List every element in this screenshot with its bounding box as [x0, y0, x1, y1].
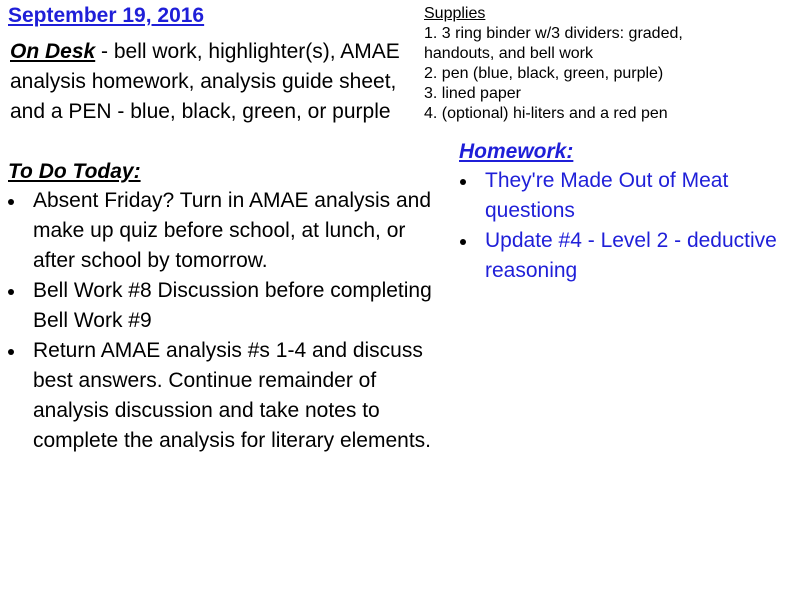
- list-item: [8, 186, 433, 276]
- supply-item: 2. pen (blue, black, green, purple): [424, 65, 664, 82]
- on-desk-section: [10, 37, 405, 127]
- todo-list: [8, 186, 433, 456]
- homework-list: [460, 166, 780, 286]
- on-desk-label: On Desk: [10, 40, 96, 63]
- homework-title: Homework:: [459, 140, 574, 163]
- supply-item: 4. (optional) hi-liters and a red pen: [424, 105, 668, 122]
- bullet-icon: [460, 179, 466, 185]
- todo-item-text: Return AMAE analysis #s 1-4 and discuss best answers. Continue remainder of analysis discussion and take notes to complete the analysis for literary elements.: [33, 339, 432, 452]
- supplies-title: Supplies: [424, 5, 486, 22]
- homework-item-text: Update #4 - Level 2 - deductive reasoning: [485, 229, 777, 282]
- supplies-section: [424, 4, 754, 124]
- homework-item-text: They're Made Out of Meat questions: [485, 169, 729, 222]
- bullet-icon: [460, 239, 466, 245]
- bullet-icon: [8, 199, 14, 205]
- list-item: [8, 336, 433, 456]
- date-heading: September 19, 2016: [8, 4, 205, 27]
- bullet-icon: [8, 349, 14, 355]
- list-item: [460, 226, 780, 286]
- bullet-icon: [8, 289, 14, 295]
- list-item: [8, 276, 433, 336]
- todo-title: To Do Today:: [8, 160, 141, 183]
- todo-item-text: Absent Friday? Turn in AMAE analysis and make up quiz before school, at lunch, or after school by tomorrow.: [33, 189, 432, 272]
- todo-item-text: Bell Work #8 Discussion before completing Bell Work #9: [33, 279, 432, 332]
- supply-item: 3. lined paper: [424, 85, 521, 102]
- list-item: [460, 166, 780, 226]
- on-desk-text: - bell work, highlighter(s), AMAE analysis homework, analysis guide sheet, and a PEN - blue, black, green, or purple: [10, 40, 400, 123]
- supply-item: 1. 3 ring binder w/3 dividers: graded, handouts, and bell work: [424, 25, 683, 62]
